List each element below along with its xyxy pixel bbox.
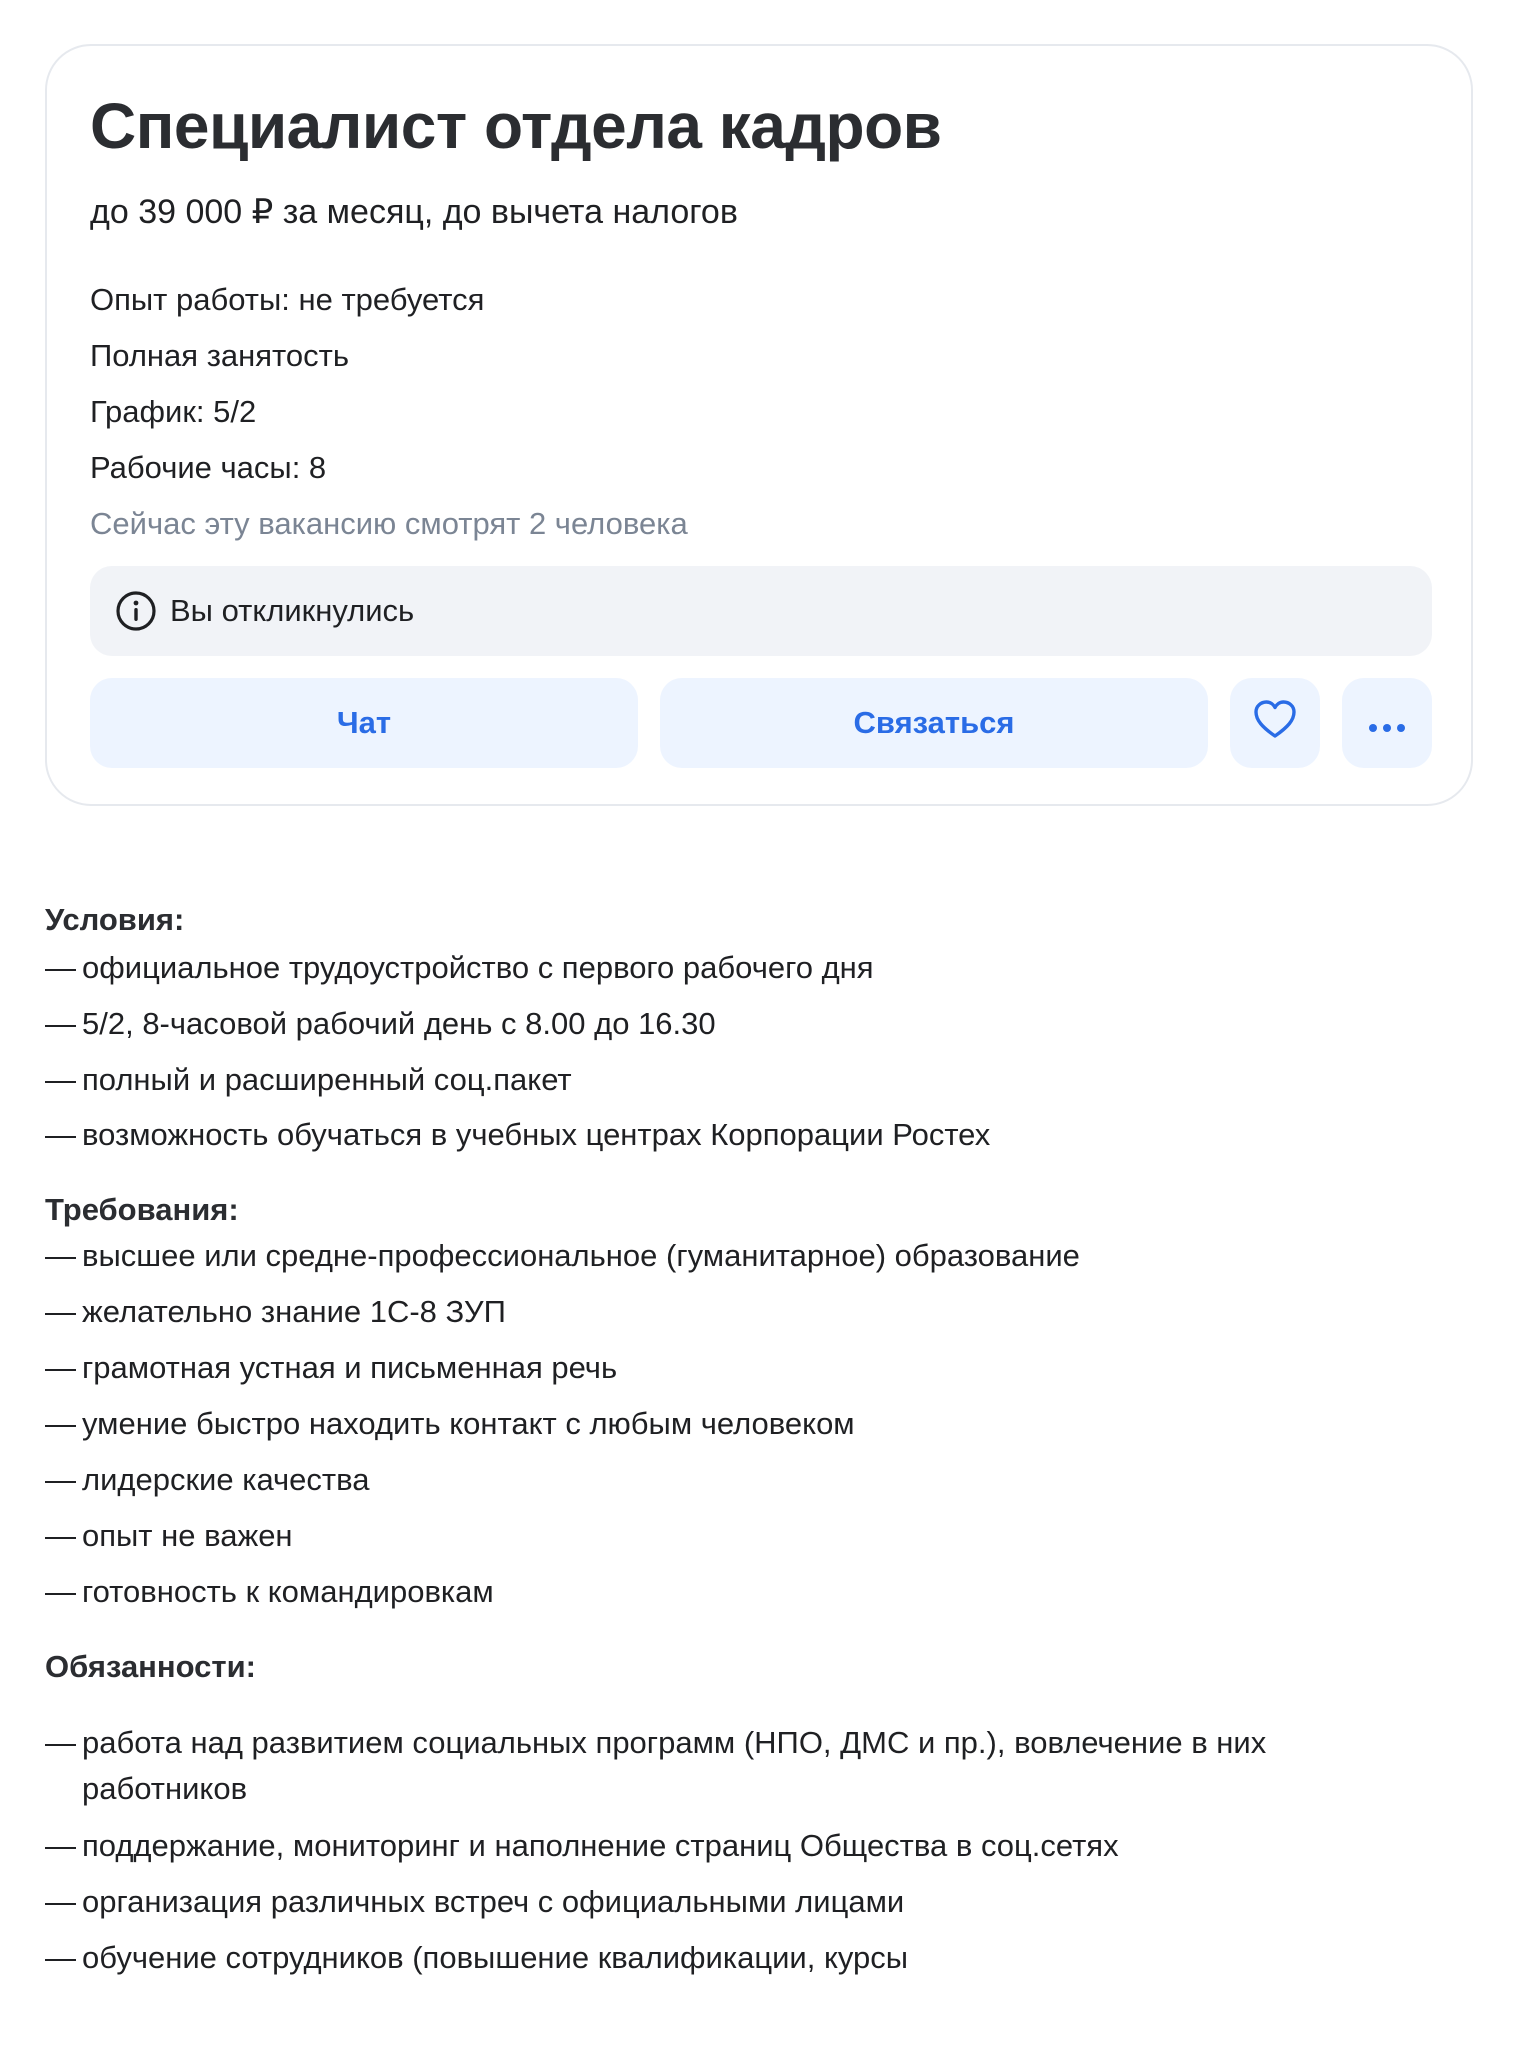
conditions-title: Условия: — [45, 902, 185, 937]
list-item: — поддержание, мониторинг и наполнение страниц Общества в соц.сетях — [45, 1828, 1119, 1863]
hours-text: Рабочие часы: 8 — [90, 450, 327, 485]
list-item: — 5/2, 8-часовой рабочий день с 8.00 до 16.30 — [45, 1006, 716, 1041]
vacancy-title: Специалист отдела кадров — [90, 90, 942, 162]
info-icon — [114, 589, 158, 633]
list-item: — готовность к командировкам — [45, 1574, 494, 1609]
employment-text: Полная занятость — [90, 338, 349, 373]
chat-button-label: Чат — [336, 705, 392, 740]
experience-text: Опыт работы: не требуется — [90, 282, 485, 317]
list-item: — грамотная устная и письменная речь — [45, 1350, 618, 1385]
salary-text: до 39 000 ₽ за месяц, до вычета налогов — [90, 193, 738, 231]
list-item: — полный и расширенный соц.пакет — [45, 1062, 572, 1097]
more-button[interactable] — [1342, 678, 1432, 768]
viewers-text: Сейчас эту вакансию смотрят 2 человека — [90, 506, 688, 541]
contact-button-label: Связаться — [853, 705, 1015, 740]
list-item: — умение быстро находить контакт с любым человеком — [45, 1406, 855, 1441]
list-item: — официальное трудоустройство с первого рабочего дня — [45, 950, 874, 985]
more-dots-icon — [1367, 705, 1407, 741]
list-item: — работа над развитием социальных программ (НПО, ДМС и пр.), вовлечение в них — [45, 1725, 1267, 1760]
contact-button[interactable] — [660, 678, 1208, 768]
schedule-text: График: 5/2 — [90, 394, 257, 429]
vacancy-card — [45, 44, 1473, 806]
chat-button[interactable] — [90, 678, 638, 768]
duties-title: Обязанности: — [45, 1649, 256, 1684]
list-item: — опыт не важен — [45, 1518, 293, 1553]
list-item: — высшее или средне-профессиональное (гуманитарное) образование — [45, 1238, 1080, 1273]
heart-icon — [1252, 698, 1298, 748]
list-item-continuation: работников — [82, 1771, 248, 1806]
favorite-button[interactable] — [1230, 678, 1320, 768]
list-item: — лидерские качества — [45, 1462, 370, 1497]
list-item: — желательно знание 1С-8 ЗУП — [45, 1294, 506, 1329]
list-item: — возможность обучаться в учебных центрах Корпорации Ростех — [45, 1117, 991, 1152]
list-item: — организация различных встреч с официальными лицами — [45, 1884, 905, 1919]
response-notice-text: Вы откликнулись — [170, 593, 415, 628]
response-notice — [90, 566, 1432, 656]
list-item: — обучение сотрудников (повышение квалификации, курсы — [45, 1940, 909, 1975]
requirements-title: Требования: — [45, 1192, 239, 1227]
